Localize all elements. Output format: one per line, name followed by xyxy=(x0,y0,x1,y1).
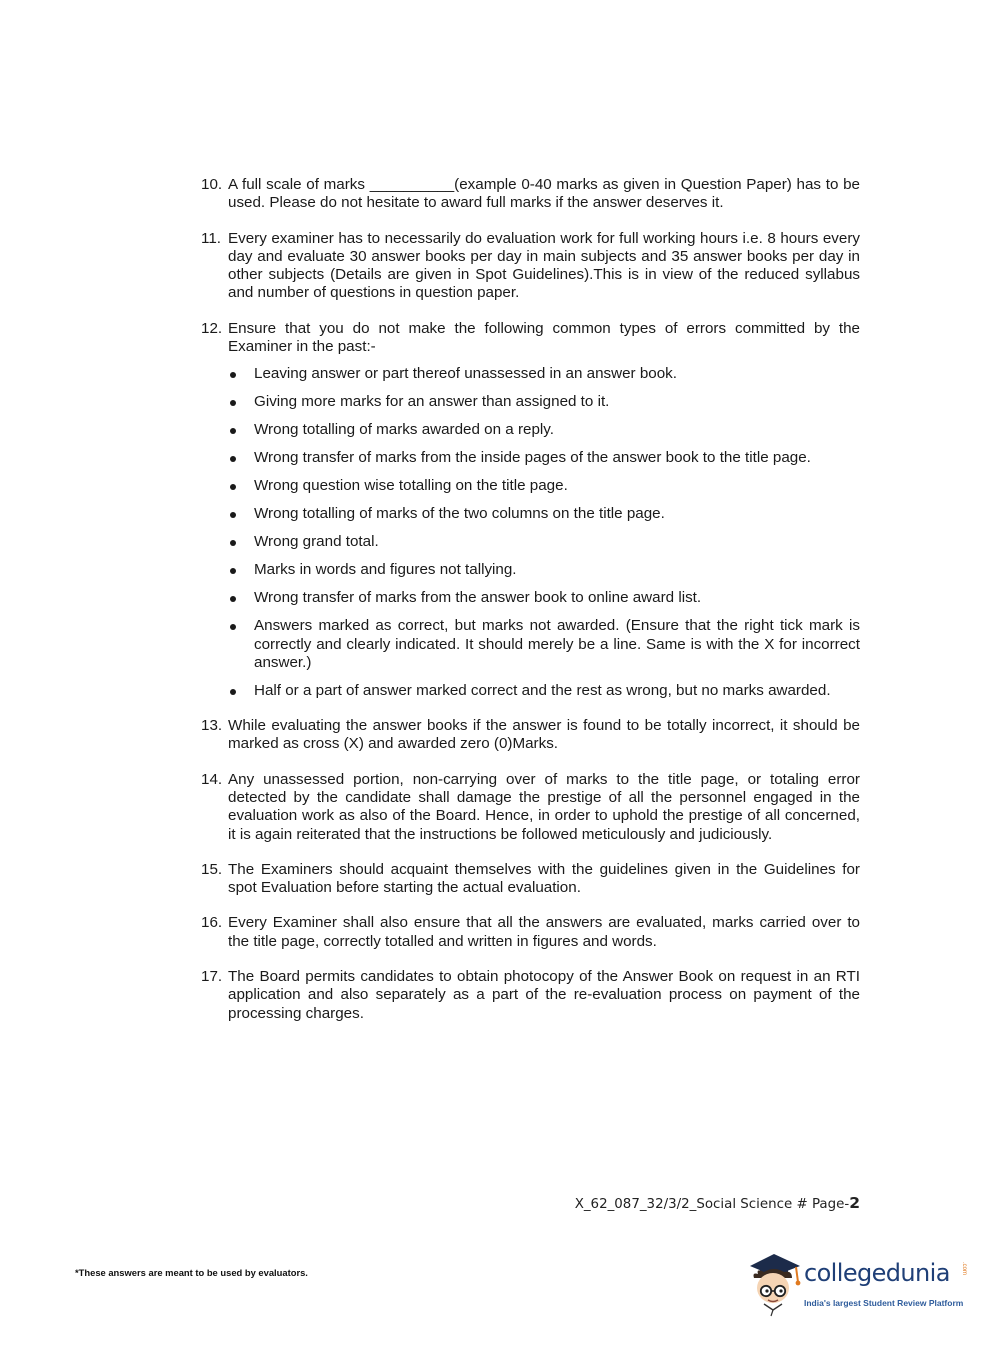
instruction-number: 12. xyxy=(201,319,223,337)
instruction-text: While evaluating the answer books if the answer is found to be totally incorrect, it should be marked as cross (X) and awarded zero (0)Marks. xyxy=(228,717,860,753)
logo-tagline: India's largest Student Review Platform xyxy=(804,1298,964,1308)
error-types-list xyxy=(228,365,860,700)
bullet-icon xyxy=(230,689,236,695)
instruction-15 xyxy=(201,861,860,898)
instruction-text: Any unassessed portion, non-carrying over of marks to the title page, or totaling error detected by the candidate shall damage the prestige of all the personnel engaged in the evaluation work as also of the Board. Hence, in order to uphold the prestige of all concerned, it is again reiterated that the instructions be followed meticulously and judiciously. xyxy=(228,770,860,843)
instruction-11 xyxy=(201,230,860,303)
instruction-number: 11. xyxy=(201,229,221,247)
logo-com: .com xyxy=(961,1262,967,1276)
instruction-13 xyxy=(201,717,860,754)
list-item: Wrong totalling of marks of the two columns on the title page. xyxy=(228,505,860,523)
evaluator-footnote: *These answers are meant to be used by evaluators. xyxy=(75,1267,308,1278)
instruction-number: 17. xyxy=(201,968,223,986)
instruction-number: 10. xyxy=(201,176,223,193)
instruction-text: Every Examiner shall also ensure that all the answers are evaluated, marks carried over to the title page, correctly totalled and written in figures and words. xyxy=(228,914,860,950)
collegedunia-logo xyxy=(744,1250,974,1320)
instruction-17 xyxy=(201,968,860,1023)
instructions-list xyxy=(201,176,860,1040)
page-footer xyxy=(575,1194,860,1212)
bullet-icon xyxy=(230,400,236,406)
instruction-12 xyxy=(201,320,860,700)
bullet-icon xyxy=(230,456,236,462)
bullet-icon xyxy=(230,512,236,518)
instruction-text: The Examiners should acquaint themselves with the guidelines given in the Guidelines for spot Evaluation before starting the actual evaluation. xyxy=(228,860,860,897)
list-item: Wrong totalling of marks awarded on a reply. xyxy=(228,421,860,439)
list-item: Marks in words and figures not tallying. xyxy=(228,561,860,579)
mascot-icon xyxy=(744,1250,806,1320)
bullet-icon xyxy=(230,540,236,546)
instruction-16 xyxy=(201,914,860,951)
instruction-text: The Board permits candidates to obtain photocopy of the Answer Book on request in an RTI application and also separately as a part of the re-evaluation process on payment of the processing charges. xyxy=(228,968,860,1022)
bullet-icon xyxy=(230,624,236,630)
instruction-number: 16. xyxy=(201,914,223,932)
instruction-text: Every examiner has to necessarily do evaluation work for full working hours i.e. 8 hours every day and evaluate 30 answer books per day in main subjects and 35 answer books per day in other subjects (Details are given in Spot Guidelines).This is in view of the reduced syllabus and number of questions in question paper. xyxy=(228,229,860,302)
paper-code: X_62_087_32/3/2_Social Science # Page- xyxy=(574,1197,850,1212)
bullet-icon xyxy=(230,484,236,490)
list-item: Wrong transfer of marks from the inside pages of the answer book to the title page. xyxy=(228,449,860,467)
instruction-number: 13. xyxy=(201,717,223,735)
instruction-text: A full scale of marks __________(example 0-40 marks as given in Question Paper) has to be used. Please do not hesitate to award full marks if the answer deserves it. xyxy=(228,176,860,212)
list-item: Leaving answer or part thereof unassessed in an answer book. xyxy=(228,365,860,383)
instruction-number: 14. xyxy=(201,770,223,788)
list-item: Wrong grand total. xyxy=(228,533,860,551)
instruction-10 xyxy=(201,176,860,213)
bullet-icon xyxy=(230,428,236,434)
list-item: Answers marked as correct, but marks not awarded. (Ensure that the right tick mark is correctly and clearly indicated. It should merely be a line. Same is with the X for incorrect answer.) xyxy=(228,617,860,672)
bullet-icon xyxy=(230,372,236,378)
instruction-number: 15. xyxy=(201,860,223,878)
logo-wordmark: collegedunia xyxy=(804,1259,950,1287)
bullet-icon xyxy=(230,568,236,574)
bullet-icon xyxy=(230,596,236,602)
list-item: Giving more marks for an answer than assigned to it. xyxy=(228,393,860,411)
list-item: Wrong transfer of marks from the answer book to online award list. xyxy=(228,589,860,607)
instruction-14 xyxy=(201,771,860,844)
list-item: Wrong question wise totalling on the title page. xyxy=(228,477,860,495)
list-item: Half or a part of answer marked correct and the rest as wrong, but no marks awarded. xyxy=(228,682,860,700)
instruction-text: Ensure that you do not make the following common types of errors committed by the Examiner in the past:- xyxy=(228,319,860,356)
page-number: 2 xyxy=(849,1194,860,1212)
